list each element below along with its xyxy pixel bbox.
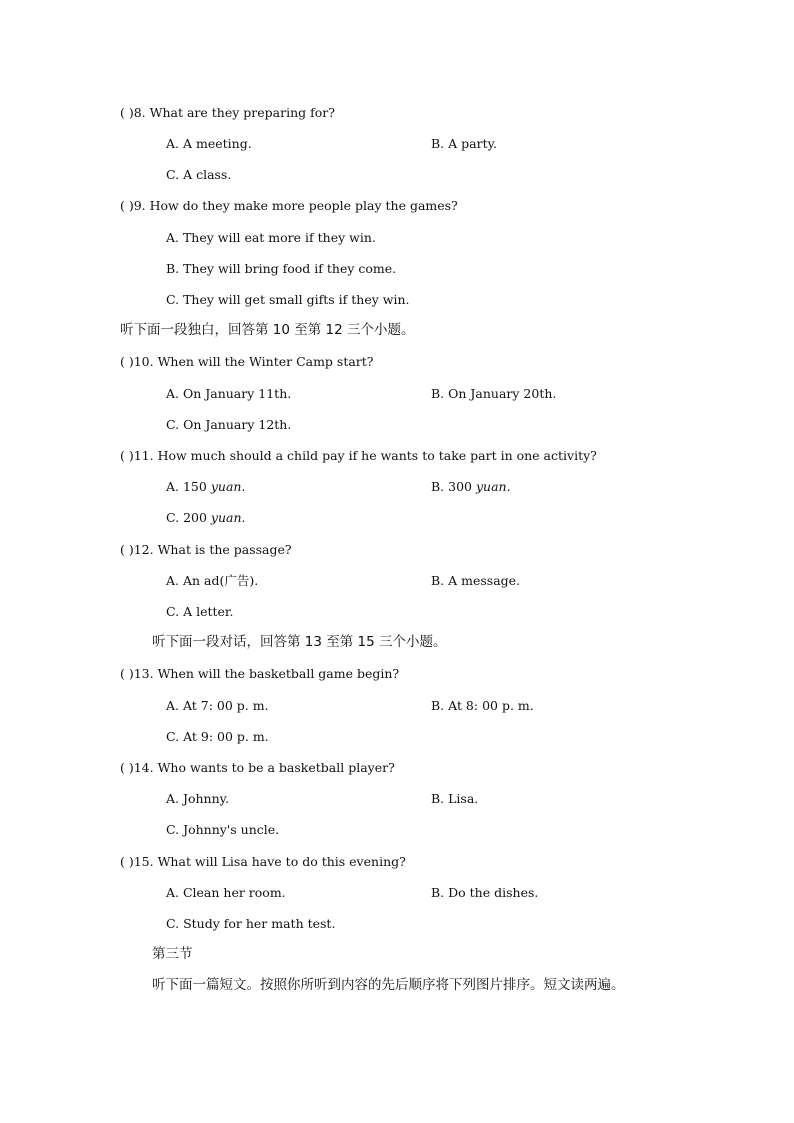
section-instruction-monologue: 听下面一段独白，回答第 10 至第 12 三个小题。 [120, 322, 415, 338]
question-10 [120, 354, 374, 370]
option-12b[interactable]: B. A message. [431, 573, 521, 588]
question-text: 14. Who wants to be a basketball player? [133, 760, 395, 775]
answer-blank[interactable]: ( ) [120, 666, 134, 681]
answer-blank[interactable]: ( ) [120, 198, 134, 213]
question-text: 10. When will the Winter Camp start? [133, 354, 374, 369]
answer-blank[interactable]: ( ) [120, 105, 134, 120]
option-9a[interactable]: A. They will eat more if they win. [166, 230, 376, 245]
option-10a[interactable]: A. On January 11th. [166, 386, 292, 401]
question-15 [120, 854, 406, 870]
answer-blank[interactable]: ( ) [120, 760, 134, 775]
answer-blank[interactable]: ( ) [120, 448, 134, 463]
option-12c[interactable]: C. A letter. [166, 604, 234, 619]
currency-unit: yuan. [210, 510, 246, 525]
question-9 [120, 198, 458, 214]
option-15b[interactable]: B. Do the dishes. [431, 885, 539, 900]
option-10c[interactable]: C. On January 12th. [166, 417, 292, 432]
option-value: A. 150 [166, 479, 207, 494]
option-13a[interactable]: A. At 7: 00 p. m. [166, 698, 269, 713]
option-value: B. 300 [431, 479, 472, 494]
option-14b[interactable]: B. Lisa. [431, 791, 479, 806]
option-11a[interactable] [166, 479, 245, 495]
question-11 [120, 448, 597, 464]
option-12a[interactable]: A. An ad(广告). [166, 573, 259, 588]
section-instruction-dialogue: 听下面一段对话，回答第 13 至第 15 三个小题。 [152, 634, 447, 650]
question-14 [120, 760, 395, 776]
option-value: C. 200 [166, 510, 207, 525]
question-text: 11. How much should a child pay if he wants to take part in one activity? [133, 448, 597, 463]
answer-blank[interactable]: ( ) [120, 854, 134, 869]
question-text: 13. When will the basketball game begin? [133, 666, 400, 681]
option-8a[interactable]: A. A meeting. [166, 136, 252, 151]
answer-blank[interactable]: ( ) [120, 542, 134, 557]
question-12 [120, 542, 292, 558]
question-text: 15. What will Lisa have to do this evening? [133, 854, 406, 869]
option-8b[interactable]: B. A party. [431, 136, 497, 151]
option-9b[interactable]: B. They will bring food if they come. [166, 261, 397, 276]
option-15c[interactable]: C. Study for her math test. [166, 916, 336, 931]
question-text: 12. What is the passage? [133, 542, 292, 557]
option-14a[interactable]: A. Johnny. [166, 791, 230, 806]
currency-unit: yuan. [475, 479, 511, 494]
option-13b[interactable]: B. At 8: 00 p. m. [431, 698, 534, 713]
option-11c[interactable] [166, 510, 246, 526]
option-13c[interactable]: C. At 9: 00 p. m. [166, 729, 269, 744]
option-8c[interactable]: C. A class. [166, 167, 232, 182]
question-text: 9. How do they make more people play the games? [133, 198, 458, 213]
option-10b[interactable]: B. On January 20th. [431, 386, 557, 401]
question-8 [120, 105, 335, 121]
question-13 [120, 666, 399, 682]
option-9c[interactable]: C. They will get small gifts if they win. [166, 292, 410, 307]
question-text: 8. What are they preparing for? [133, 105, 335, 120]
option-15a[interactable]: A. Clean her room. [166, 885, 286, 900]
option-14c[interactable]: C. Johnny's uncle. [166, 822, 280, 837]
currency-unit: yuan. [210, 479, 246, 494]
section-3-instruction: 听下面一篇短文。按照你所听到内容的先后顺序将下列图片排序。短文读两遍。 [152, 977, 625, 993]
option-11b[interactable] [431, 479, 511, 495]
answer-blank[interactable]: ( ) [120, 354, 134, 369]
section-3-title: 第三节 [152, 946, 193, 962]
